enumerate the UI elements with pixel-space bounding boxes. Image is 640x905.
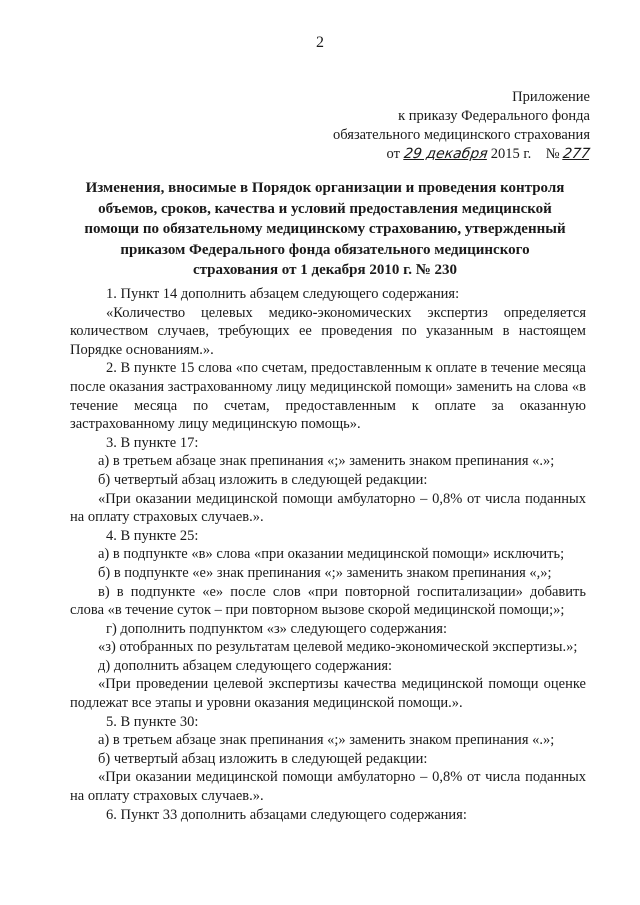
handwritten-date: 29 декабря [402, 146, 489, 162]
date-prefix: от [386, 146, 400, 162]
paragraph: 6. Пункт 33 дополнить абзацами следующего содержания: [106, 806, 467, 823]
paragraph: 3. В пункте 17: [106, 434, 199, 451]
paragraph: 2. В пункте 15 слова «по счетам, предоставленным к оплате в течение месяца после оказания застрахованному лицу медицинской помощи» заменить на слова «в течение месяца по счетам, предоставленным к оплате за оказанную застрахованному лицу медицинскую помощь». [70, 360, 586, 433]
paragraph: а) в третьем абзаце знак препинания «;» заменить знаком препинания «.»; [98, 453, 555, 470]
handwritten-order-number: 277 [562, 146, 592, 162]
date-year: 2015 г. [490, 146, 532, 162]
appendix-date-line [320, 145, 590, 164]
paragraph: 5. В пункте 30: [106, 713, 199, 730]
paragraph: «з) отобранных по результатам целевой медико-экономической экспертизы.»; [98, 639, 578, 656]
paragraph: 4. В пункте 25: [106, 527, 199, 544]
document-body [70, 285, 586, 824]
number-prefix: № [545, 146, 560, 162]
paragraph: «При оказании медицинской помощи амбулаторно – 0,8% от числа поданных на оплату страховых случаев.». [70, 769, 586, 805]
appendix-order-line: к приказу Федерального фонда [398, 108, 590, 124]
paragraph: б) в подпункте «е» знак препинания «;» заменить знаком препинания «,»; [98, 564, 552, 581]
page-number: 2 [316, 34, 324, 51]
paragraph: «Количество целевых медико-экономических экспертиз определяется количеством случаев, требующих ее проведения по указанным в настоящем Порядке основаниям.». [70, 304, 586, 358]
paragraph: в) в подпункте «е» после слов «при повторной госпитализации» добавить слова «в течение суток – при повторном вызове скорой медицинской помощи;»; [70, 583, 586, 619]
paragraph: б) четвертый абзац изложить в следующей редакции: [98, 750, 428, 767]
paragraph: г) дополнить подпунктом «з» следующего содержания: [106, 620, 447, 637]
appendix-label: Приложение [512, 89, 590, 105]
appendix-header [320, 88, 590, 164]
paragraph: а) в третьем абзаце знак препинания «;» заменить знаком препинания «.»; [98, 732, 555, 749]
document-title: Изменения, вносимые в Порядок организации и проведения контроля объемов, сроков, качества и условий предоставления медицинской помощи по обязательному медицинскому страхованию, утвержденный приказом Федерального фонда обязательного медицинского страхования от 1 декабря 2010 г. № 230 [84, 180, 566, 278]
paragraph: а) в подпункте «в» слова «при оказании медицинской помощи» исключить; [98, 546, 565, 563]
paragraph: 1. Пункт 14 дополнить абзацем следующего содержания: [106, 286, 460, 302]
paragraph: б) четвертый абзац изложить в следующей редакции: [98, 471, 428, 488]
paragraph: д) дополнить абзацем следующего содержания: [98, 657, 393, 674]
paragraph: «При проведении целевой экспертизы качества медицинской помощи оценке подлежат все этапы и уровни оказания медицинской помощи.». [70, 676, 586, 712]
appendix-fund-line: обязательного медицинского страхования [333, 127, 590, 143]
paragraph: «При оказании медицинской помощи амбулаторно – 0,8% от числа поданных на оплату страховых случаев.». [70, 490, 586, 526]
